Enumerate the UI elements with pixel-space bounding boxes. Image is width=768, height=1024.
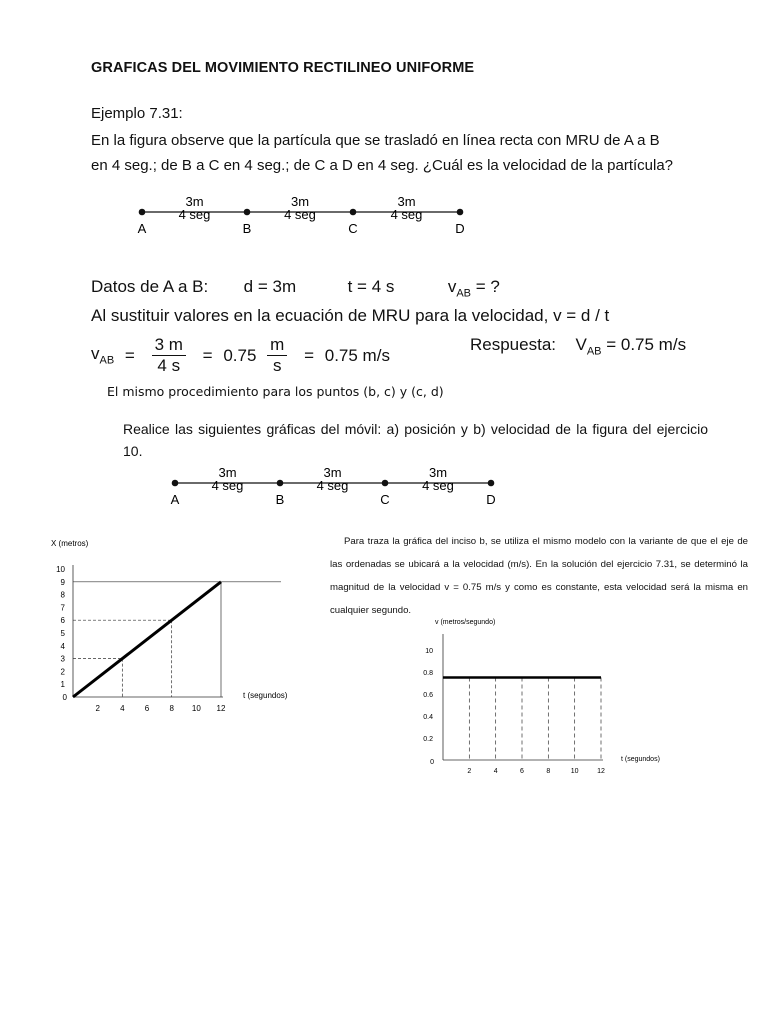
- segment-point: [457, 209, 464, 216]
- segment-point-label: B: [242, 221, 252, 236]
- x-tick-label: 10: [570, 768, 579, 775]
- eq-result: 0.75 m/s: [324, 345, 390, 365]
- eq-unit-den: s: [273, 356, 282, 375]
- segment-diagram-2: [163, 466, 508, 516]
- segment-point: [139, 209, 146, 216]
- y-tick-label: 4: [60, 641, 65, 651]
- eq-denominator: 4 s: [157, 356, 181, 375]
- y-tick-label: 0.4: [423, 714, 433, 721]
- segment-point-label: B: [275, 492, 285, 507]
- eq-v-sub: AB: [99, 354, 115, 367]
- x-tick-label: 12: [597, 768, 605, 775]
- realice-instruction: Realice las siguientes gráficas del móvil: a) posición y b) velocidad de la figura del ejercicio 10.: [123, 421, 708, 459]
- segment-point-label: A: [137, 221, 147, 236]
- datos-time: t = 4 s: [347, 277, 395, 296]
- datos-v: v: [447, 277, 457, 296]
- segment-time-label: 4 seg: [178, 207, 211, 222]
- x-tick-label: 8: [169, 704, 174, 713]
- respuesta-value: = 0.75 m/s: [601, 335, 687, 354]
- respuesta-label: Respuesta:: [470, 335, 556, 354]
- segment-time-label: 4 seg: [422, 478, 454, 493]
- y-tick-label: 1: [60, 680, 65, 690]
- x-tick-label: 10: [191, 704, 201, 713]
- segment-point: [382, 480, 389, 487]
- page-title: GRAFICAS DEL MOVIMIENTO RECTILINEO UNIFORME: [91, 60, 475, 76]
- x-axis-label: t (segundos): [621, 756, 660, 763]
- respuesta-line: [470, 335, 686, 357]
- segment-diagram-1: [130, 190, 475, 245]
- datos-v-suffix: = ?: [471, 277, 500, 296]
- y-axis-label: X (metros): [51, 539, 89, 548]
- x-tick-label: 6: [520, 768, 524, 775]
- origin-label: 0: [62, 693, 67, 702]
- x-tick-label: 4: [120, 704, 125, 713]
- segment-point-label: C: [380, 492, 390, 507]
- segment-point: [172, 480, 179, 487]
- segment-distance-label: 3m: [218, 465, 237, 480]
- segment-distance-label: 3m: [397, 194, 416, 209]
- example-heading: Ejemplo 7.31:: [91, 105, 183, 122]
- y-tick-label: 3: [60, 654, 65, 664]
- y-tick-label: 7: [60, 603, 65, 613]
- segment-distance-label: 3m: [323, 465, 342, 480]
- eq-equals-1: =: [124, 345, 135, 365]
- x-tick-label: 8: [546, 768, 551, 775]
- example-line-2: en 4 seg.; de B a C en 4 seg.; de C a D en 4 seg. ¿Cuál es la velocidad de la partícula?: [91, 157, 674, 174]
- position-chart: [45, 532, 310, 717]
- eq-unit-fraction: [267, 335, 287, 376]
- y-tick-label: 9: [60, 577, 65, 587]
- x-tick-label: 2: [467, 768, 472, 775]
- eq-fraction: [152, 335, 186, 376]
- position-series-line: [73, 582, 221, 697]
- segment-distance-label: 3m: [290, 194, 310, 209]
- segment-point-label: C: [348, 221, 358, 236]
- segment-time-label: 4 seg: [390, 207, 423, 222]
- x-tick-label: 4: [493, 768, 498, 775]
- y-tick-label: 0.8: [423, 670, 433, 677]
- segment-distance-label: 3m: [428, 465, 448, 480]
- mismo-procedimiento: El mismo procedimiento para los puntos (b, c) y (c, d): [107, 384, 444, 399]
- eq-lhs: [91, 344, 114, 366]
- x-axis-label: t (segundos): [243, 691, 288, 700]
- datos-velocity: [447, 277, 500, 300]
- y-tick-label: 6: [60, 616, 65, 626]
- eq-equals-2: =: [202, 345, 213, 365]
- y-tick-label: 5: [60, 629, 65, 638]
- x-tick-label: 12: [216, 704, 226, 713]
- segment-distance-label: 3m: [185, 194, 204, 209]
- example-statement: [91, 128, 691, 178]
- datos-line: [91, 277, 500, 299]
- segment-point: [350, 209, 357, 216]
- paragraph-velocity-graph: Para traza la gráfica del inciso b, se utiliza el mismo modelo con la variante de que el eje de las ordenadas se ubicará a la velocidad (m/s). En la solución del ejercicio 7.31, se determinó la magnitud de la velocidad v = 0.75 m/s y como es constante, esta velocidad será la misma en cualquier segundo.: [330, 536, 748, 616]
- segment-point-label: D: [455, 221, 465, 236]
- velocity-chart: [425, 612, 685, 777]
- sustituir-line: Al sustituir valores en la ecuación de MRU para la velocidad, v = d / t: [91, 306, 610, 325]
- example-line-1: En la figura observe que la partícula que se trasladó en línea recta con MRU de A a B: [91, 132, 660, 149]
- segment-time-label: 4 seg: [316, 478, 349, 493]
- x-tick-label: 6: [144, 704, 150, 713]
- eq-equals-3: =: [304, 345, 315, 365]
- segment-point: [488, 480, 495, 487]
- segment-time-label: 4 seg: [211, 478, 244, 493]
- segment-point: [244, 209, 251, 216]
- y-tick-label: 0.6: [423, 692, 433, 699]
- velocity-equation: [91, 335, 390, 376]
- datos-v-sub: AB: [456, 287, 472, 300]
- respuesta-v: V: [575, 335, 587, 354]
- segment-point-label: A: [170, 492, 180, 507]
- eq-v: v: [91, 344, 100, 364]
- x-tick-label: 2: [95, 704, 100, 713]
- origin-label: 0: [430, 759, 434, 766]
- datos-label: Datos de A a B:: [91, 277, 209, 296]
- datos-distance: d = 3m: [243, 277, 297, 296]
- y-tick-label: 10: [56, 565, 65, 574]
- y-tick-label: 0.2: [423, 736, 433, 743]
- y-tick-label: 10: [425, 648, 433, 655]
- y-axis-label: v (metros/segundo): [435, 619, 496, 626]
- eq-unit-num: m: [267, 335, 287, 356]
- eq-numerator: 3 m: [152, 335, 186, 356]
- respuesta-sub: AB: [586, 345, 602, 358]
- eq-mid-value: 0.75: [223, 345, 257, 365]
- y-tick-label: 2: [60, 667, 65, 677]
- y-tick-label: 8: [60, 590, 65, 600]
- segment-time-label: 4 seg: [284, 207, 316, 222]
- segment-point-label: D: [486, 492, 496, 507]
- segment-point: [277, 480, 284, 487]
